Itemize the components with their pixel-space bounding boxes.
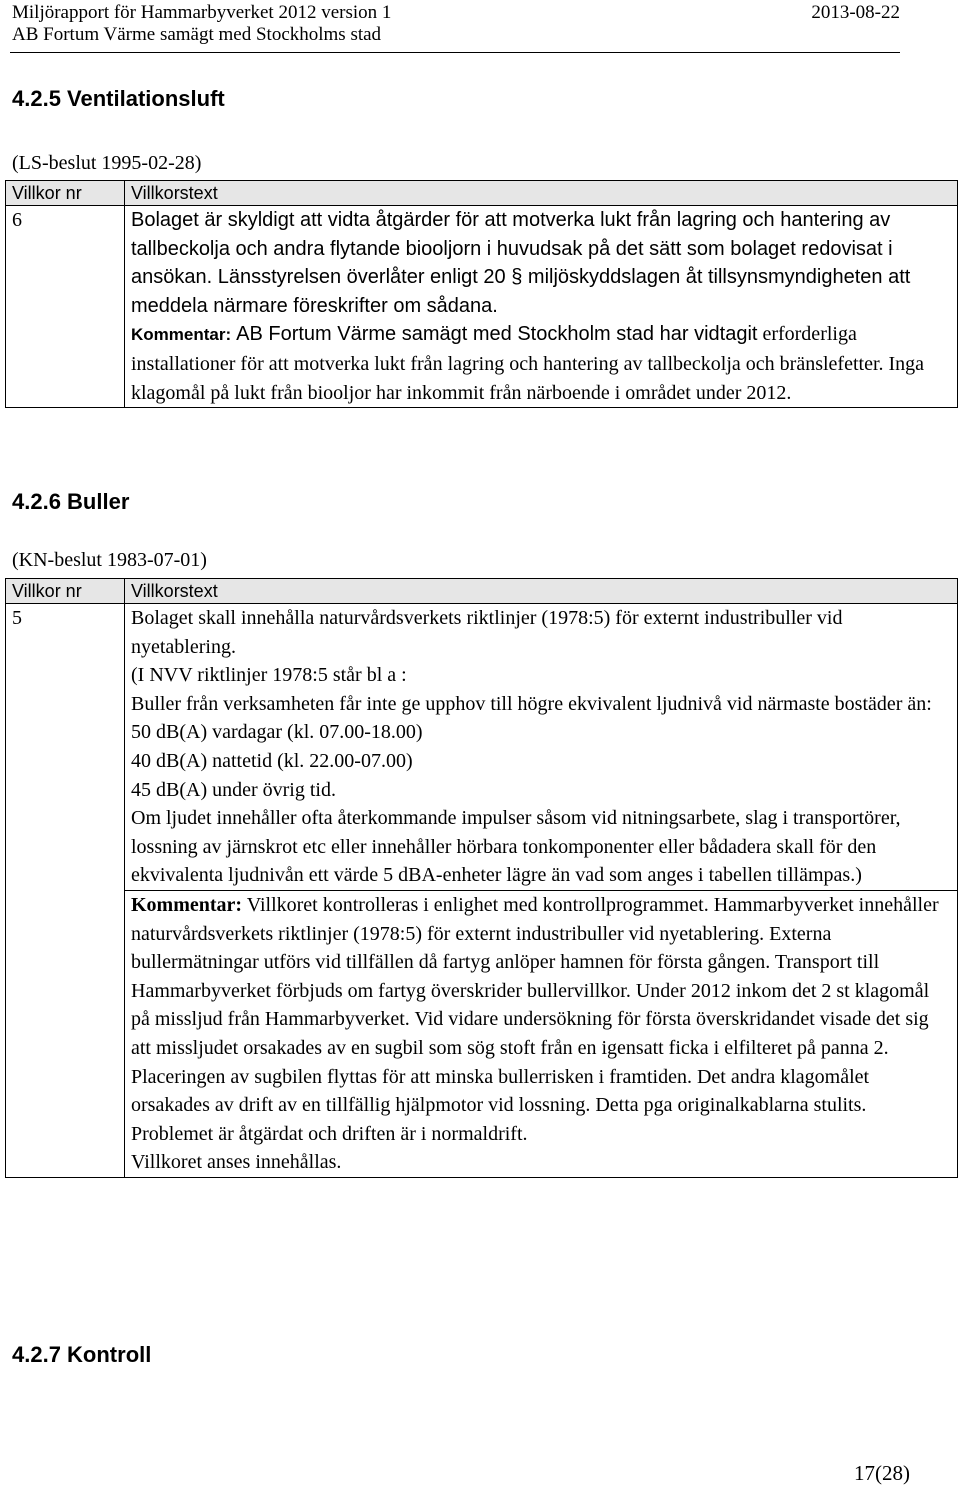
impulse-rule: Om ljudet innehåller ofta återkommande impulser såsom vid nitningsarbete, slag i transportörer, lossning av järnskrot etc eller innehåller hörbara tonkomponenter eller bådadera skall för den ekvivalenta ljudnivån ett värde 5 dBA-enheter lägre än vad som anges i tabellen tillämpas.) [131,807,901,887]
limit-weekday: 50 dB(A) vardagar (kl. 07.00-18.00) [131,721,423,744]
guideline-text: Buller från verksamheten får inte ge upphov till högre ekvivalent ljudnivå vid närmaste bostäder än: [131,692,932,715]
condition-number: 5 [6,604,125,891]
condition-text: Bolaget skall innehålla naturvårdsverkets riktlinjer (1978:5) för externt industribuller vid nyetablering. [131,607,843,658]
section-heading-buller: 4.2.6 Buller [12,489,130,514]
page-header [12,2,900,46]
decision-reference: (KN-beslut 1983-07-01) [12,549,207,571]
comment-text-lead: AB Fortum Värme samägt med Stockholm stad har vidtagit [236,323,758,346]
condition-text: Bolaget är skyldigt att vidta åtgärder för att motverka lukt från lagring och hantering av tallbeckolja och andra flytande biooljorn i huvudsak på det sätt som bolaget redovisat i ansökan. Länsstyrelsen överlåter enligt 20 § miljöskyddslagen åt tillsynsmyndigheten att meddela närmare föreskrifter om sådana. [131,209,911,317]
comment-text-rest: erforderliga installationer för att motverka lukt från lagring och hantering av tallbeckolja och bränslefetter. Inga klagomål på lukt från biooljor har inkommit från närboende i området under 2012. [131,323,925,404]
col-header-nr: Villkor nr [6,181,125,206]
comment-label: Kommentar: [131,325,232,345]
col-header-nr: Villkor nr [6,579,125,604]
condition-table-ventilation [5,180,958,408]
table-row [6,604,958,891]
limit-other: 45 dB(A) under övrig tid. [131,778,336,801]
comment-cell [125,890,958,1177]
table-row [6,890,958,1177]
section-heading-ventilationsluft: 4.2.5 Ventilationsluft [12,86,225,111]
condition-table-noise [5,578,958,1178]
table-header-row [6,579,958,604]
header-divider [10,52,900,53]
comment-paragraph [131,891,951,1148]
limit-night: 40 dB(A) nattetid (kl. 22.00-07.00) [131,749,413,772]
comment-label: Kommentar: [131,893,243,916]
header-date: 2013-08-22 [811,2,900,23]
guideline-intro: (I NVV riktlinjer 1978:5 står bl a : [131,664,407,687]
condition-text-cell [125,604,958,891]
condition-text-cell [125,206,958,408]
condition-number: 6 [6,206,125,408]
header-title: Miljörapport för Hammarbyverket 2012 version 1 [12,2,392,23]
col-header-text: Villkorstext [125,579,958,604]
table-row [6,206,958,408]
col-header-text: Villkorstext [125,181,958,206]
conclusion: Villkoret anses innehållas. [131,1151,342,1174]
table-header-row [6,181,958,206]
comment-text: Villkoret kontrolleras i enlighet med kontrollprogrammet. Hammarbyverket innehåller naturvårdsverkets riktlinjer (1978:5) för externt industribuller vid nyetablering. Externa bullermätningar utförs vid tillfällen då fartyg anlöper hamnen för första gången. Transport till Hammarbyverket förbjuds om fartyg överskrider bullervillkor. Under 2012 inkom det 2 st klagomål på missljud från Hammarbyverket. Vid vidare undersökning för första överskridandet visade det sig att missljudet orsakades av en sugbil som sög stoft från en igensatt ficka i elfilteret på panna 2. Placeringen av sugbilen flyttas för att minska bullerrisken i framtiden. Det andra klagomålet orsakades av drift av en tillfällig hjälpmotor vid lossning. Detta pga originalkablarna stulits. Problemet är åtgärdat och driften är i normaldrift. [131,893,939,1145]
header-subtitle: AB Fortum Värme samägt med Stockholms stad [12,24,382,45]
section-heading-kontroll: 4.2.7 Kontroll [12,1342,152,1367]
page-number: 17(28) [854,1461,910,1485]
decision-reference: (LS-beslut 1995-02-28) [12,152,202,174]
empty-cell [6,890,125,1177]
comment-paragraph [131,320,951,407]
